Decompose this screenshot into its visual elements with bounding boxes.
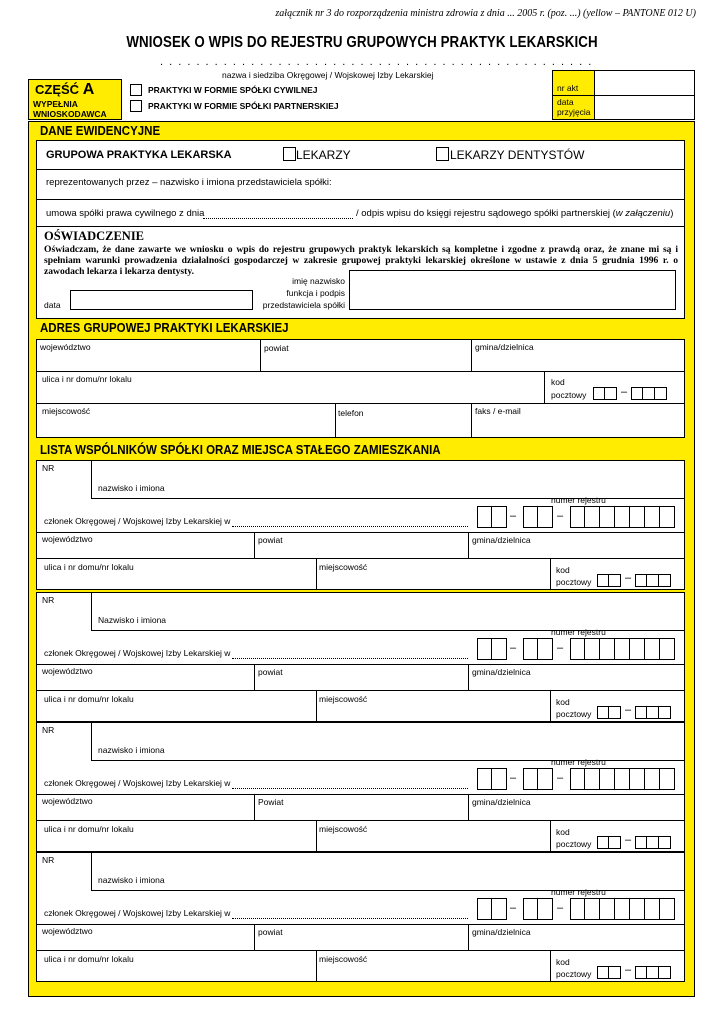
partner-register-label: numer rejestru xyxy=(551,495,606,505)
address-section-title: ADRES GRUPOWEJ PRAKTYKI LEKARSKIEJ xyxy=(40,321,289,335)
partner-register-number-a[interactable] xyxy=(477,506,507,528)
partner-county-label: powiat xyxy=(258,535,283,545)
file-number-field[interactable] xyxy=(597,73,692,93)
address-box xyxy=(36,339,685,438)
partner-street-label: ulica i nr domu/nr lokalu xyxy=(44,562,134,572)
address-postal-code-b[interactable] xyxy=(631,387,667,400)
sig-label-1: imię nazwisko xyxy=(292,276,345,286)
oath-title: OŚWIADCZENIE xyxy=(44,229,145,243)
contract-date-field[interactable] xyxy=(203,218,353,219)
dentists-checkbox[interactable] xyxy=(436,147,449,161)
partner-member-label: członek Okręgowej / Wojskowej Izby Lekarskiej w xyxy=(44,908,231,918)
partner-nr-field[interactable] xyxy=(42,864,90,888)
partner-city-label: miejscowość xyxy=(319,954,368,964)
partner-postal-label-1: kod xyxy=(556,827,570,837)
partner-name-label: Nazwisko i imiona xyxy=(98,615,167,625)
sig-label-2: funkcja i podpis xyxy=(286,288,345,298)
address-postal-label-2: pocztowy xyxy=(551,390,587,400)
contract-label: umowa spółki prawa cywilnego z dnia xyxy=(46,208,205,219)
partner-postal-code-a[interactable] xyxy=(597,966,621,979)
partner-county-label: powiat xyxy=(258,667,283,677)
civil-partnership-checkbox[interactable] xyxy=(130,84,142,96)
partner-register-number-c[interactable] xyxy=(570,506,675,528)
partner-city-label: miejscowość xyxy=(319,824,368,834)
partner-nr-label: NR xyxy=(42,463,55,473)
partner-company-label: PRAKTYKI W FORMIE SPÓŁKI PARTNERSKIEJ xyxy=(148,101,339,111)
partner-chamber-field[interactable] xyxy=(232,658,468,659)
partner-register-number-a[interactable] xyxy=(477,638,507,660)
partner-register-number-c[interactable] xyxy=(570,768,675,790)
page-title: WNIOSEK O WPIS DO REJESTRU GRUPOWYCH PRAKTYK LEKARSKICH xyxy=(126,34,598,51)
partner-postal-label-2: pocztowy xyxy=(556,969,592,979)
address-voivodeship-label: województwo xyxy=(40,342,91,352)
partner-commune-label: gmina/dzielnica xyxy=(472,535,531,545)
address-postal-label-1: kod xyxy=(551,377,565,387)
signature-field[interactable] xyxy=(349,270,676,310)
received-date-label-1: data xyxy=(557,97,574,107)
civil-partnership-label: PRAKTYKI W FORMIE SPÓŁKI CYWILNEJ xyxy=(148,85,318,95)
address-phone-label: telefon xyxy=(338,408,364,418)
part-sub2: WNIOSKODAWCA xyxy=(33,109,107,119)
address-postal-code-a[interactable] xyxy=(593,387,617,400)
partner-commune-label: gmina/dzielnica xyxy=(472,797,531,807)
partner-name-label: nazwisko i imiona xyxy=(98,483,165,493)
received-date-label-2: przyjęcia xyxy=(557,107,591,117)
partner-voivodeship-label: województwo xyxy=(42,926,93,936)
partner-postal-label-2: pocztowy xyxy=(556,709,592,719)
represented-by-label: reprezentowanych przez – nazwisko i imiona przedstawiciela spółki: xyxy=(46,177,332,188)
partner-nr-field[interactable] xyxy=(42,604,90,628)
partner-nr-label: NR xyxy=(42,595,55,605)
partner-postal-code-a[interactable] xyxy=(597,574,621,587)
attachment-note: załącznik nr 3 do rozporządzenia ministra zdrowia z dnia ... 2005 r. (poz. ...) (yellow – PANTONE 012 U) xyxy=(275,8,696,19)
partner-register-label: numer rejestru xyxy=(551,627,606,637)
office-use-box xyxy=(552,70,695,120)
oath-text: Oświadczam, że dane zawarte we wniosku o wpis do rejestru grupowych praktyk lekarskich są kompletne i zgodne z prawdą oraz, że znane mi są i spełniam warunki prowadzenia działalności gospodarczej w zakresie grupowej praktyki lekarskiej określone w ustawie z dnia 5 grudnia 1996 r. o zawodach lekarza i lekarza dentysty. xyxy=(44,244,678,277)
partner-register-label: numer rejestru xyxy=(551,757,606,767)
partner-street-label: ulica i nr domu/nr lokalu xyxy=(44,954,134,964)
partner-member-label: członek Okręgowej / Wojskowej Izby Lekarskiej w xyxy=(44,648,231,658)
part-label: CZĘŚĆ xyxy=(35,82,80,97)
partner-nr-field[interactable] xyxy=(42,472,90,496)
partner-company-checkbox[interactable] xyxy=(130,100,142,112)
sig-label-3: przedstawiciela spółki xyxy=(262,300,345,310)
file-number-label: nr akt xyxy=(557,83,579,93)
oath-date-field[interactable] xyxy=(70,290,253,310)
part-sub1: WYPEŁNIA xyxy=(33,99,78,109)
partner-commune-label: gmina/dzielnica xyxy=(472,667,531,677)
partner-chamber-field[interactable] xyxy=(232,918,468,919)
partner-street-label: ulica i nr domu/nr lokalu xyxy=(44,824,134,834)
partner-voivodeship-label: województwo xyxy=(42,666,93,676)
partner-nr-label: NR xyxy=(42,725,55,735)
oath-date-label: data xyxy=(44,300,61,310)
partner-nr-label: NR xyxy=(42,855,55,865)
partner-postal-code-a[interactable] xyxy=(597,706,621,719)
partner-postal-code-a[interactable] xyxy=(597,836,621,849)
partner-nr-field[interactable] xyxy=(42,734,90,758)
doctors-checkbox[interactable] xyxy=(283,147,296,161)
partner-member-label: członek Okręgowej / Wojskowej Izby Lekarskiej w xyxy=(44,778,231,788)
dentists-label: LEKARZY DENTYSTÓW xyxy=(450,148,585,162)
partner-register-number-b[interactable] xyxy=(523,638,553,660)
partner-postal-label-1: kod xyxy=(556,697,570,707)
partner-postal-label-2: pocztowy xyxy=(556,577,592,587)
partner-member-label: członek Okręgowej / Wojskowej Izby Lekarskiej w xyxy=(44,516,231,526)
partner-postal-label-1: kod xyxy=(556,565,570,575)
partners-section-title: LISTA WSPÓLNIKÓW SPÓŁKI ORAZ MIEJSCA STAŁEGO ZAMIESZKANIA xyxy=(40,443,441,457)
partner-register-number-a[interactable] xyxy=(477,768,507,790)
partner-postal-code-b[interactable] xyxy=(635,966,671,979)
dane-section-title: DANE EWIDENCYJNE xyxy=(40,124,161,138)
partner-postal-code-b[interactable] xyxy=(635,574,671,587)
partner-chamber-field[interactable] xyxy=(232,788,468,789)
doctors-label: LEKARZY xyxy=(296,148,351,162)
address-city-label: miejscowość xyxy=(42,406,91,416)
chamber-caption: nazwa i siedziba Okręgowej / Wojskowej Izby Lekarskiej xyxy=(222,70,434,80)
partner-register-number-b[interactable] xyxy=(523,898,553,920)
partner-street-label: ulica i nr domu/nr lokalu xyxy=(44,694,134,704)
received-date-field[interactable] xyxy=(597,97,692,117)
part-letter: A xyxy=(82,81,95,98)
address-county-label: powiat xyxy=(264,343,289,353)
partner-postal-code-b[interactable] xyxy=(635,706,671,719)
address-street-label: ulica i nr domu/nr lokalu xyxy=(42,374,132,384)
partner-name-label: nazwisko i imiona xyxy=(98,875,165,885)
partner-voivodeship-label: województwo xyxy=(42,534,93,544)
address-commune-label: gmina/dzielnica xyxy=(475,342,534,352)
partner-register-number-c[interactable] xyxy=(570,638,675,660)
partner-chamber-field[interactable] xyxy=(232,526,468,527)
partner-county-label: powiat xyxy=(258,927,283,937)
partner-city-label: miejscowość xyxy=(319,562,368,572)
partner-name-label: nazwisko i imiona xyxy=(98,745,165,755)
partner-postal-label-1: kod xyxy=(556,957,570,967)
partner-register-number-a[interactable] xyxy=(477,898,507,920)
part-a-box xyxy=(28,79,122,120)
group-practice-label: GRUPOWA PRAKTYKA LEKARSKA xyxy=(46,149,232,161)
address-fax-label: faks / e-mail xyxy=(475,406,521,416)
partner-commune-label: gmina/dzielnica xyxy=(472,927,531,937)
partner-register-number-b[interactable] xyxy=(523,768,553,790)
partner-postal-label-2: pocztowy xyxy=(556,839,592,849)
partner-register-label: numer rejestru xyxy=(551,887,606,897)
partner-county-label: Powiat xyxy=(258,797,284,807)
partner-register-number-c[interactable] xyxy=(570,898,675,920)
register-copy-label: / odpis wpisu do księgi rejestru sądowego spółki partnerskiej (w załączeniu) xyxy=(356,208,674,219)
chamber-name-line[interactable]: . . . . . . . . . . . . . . . . . . . . . . . . . . . . . . . . . . . . . . . . . . . . . . . . xyxy=(160,56,593,68)
partner-postal-code-b[interactable] xyxy=(635,836,671,849)
partner-city-label: miejscowość xyxy=(319,694,368,704)
partner-register-number-b[interactable] xyxy=(523,506,553,528)
partner-voivodeship-label: województwo xyxy=(42,796,93,806)
